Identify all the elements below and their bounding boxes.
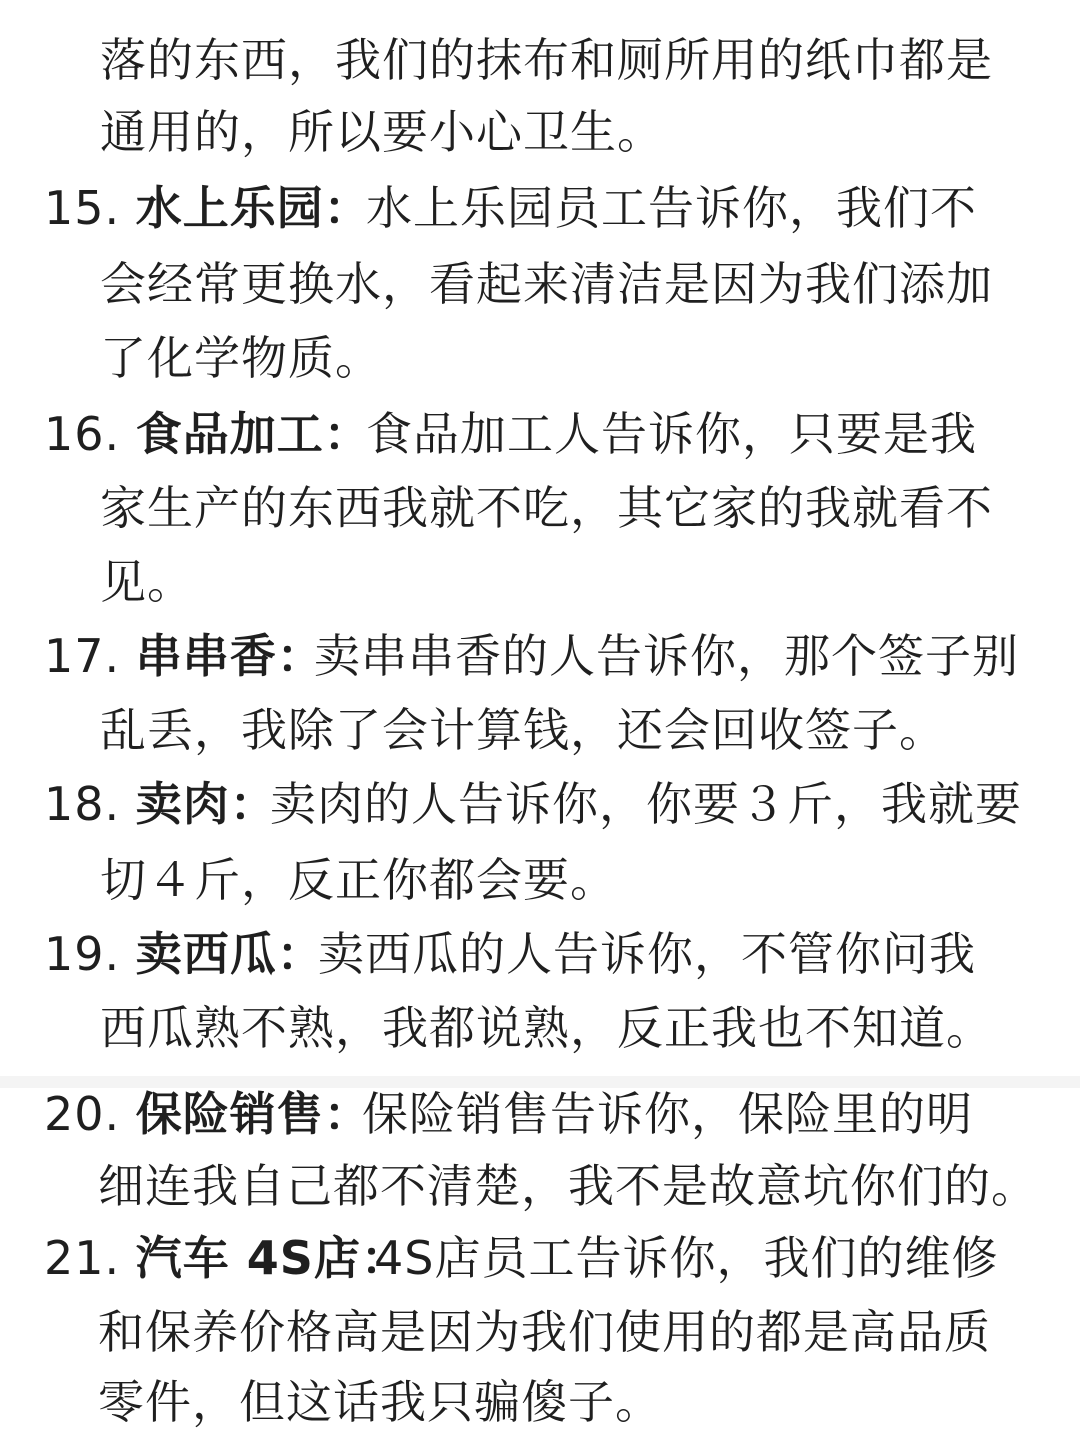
- list-item-19: [0, 918, 1080, 990]
- list-item-15: [0, 172, 1080, 244]
- item-text: 细连我自己都不清楚，我不是故意坑你们的。: [98, 1159, 1038, 1213]
- item-text: 家生产的东西我就不吃，其它家的我就看不: [100, 481, 993, 535]
- intro-line: [0, 24, 1080, 96]
- item-heading: 卖肉：: [135, 777, 277, 831]
- item-text: 切４斤，反正你都会要。: [100, 853, 617, 907]
- list-item-18: [0, 768, 1080, 840]
- item-continuation: [0, 322, 1080, 394]
- item-continuation: [0, 992, 1080, 1064]
- item-heading: 串串香：: [135, 629, 324, 683]
- item-text: 零件，但这话我只骗傻子。: [98, 1375, 662, 1429]
- list-item-21: [0, 1222, 1080, 1294]
- item-text: 和保养价格高是因为我们使用的都是高品质: [98, 1305, 991, 1359]
- item-text: 乱丢，我除了会计算钱，还会回收签子。: [100, 703, 946, 757]
- item-text: 见。: [100, 555, 194, 609]
- item-text: 食品加工人告诉你，只要是我: [366, 407, 977, 461]
- intro-line: [0, 96, 1080, 168]
- item-continuation: [0, 844, 1080, 916]
- intro-text-2: 通用的，所以要小心卫生。: [100, 105, 664, 159]
- item-text: 4S店员工告诉你，我们的维修: [374, 1231, 999, 1285]
- item-continuation: [0, 546, 1080, 618]
- item-number: 19.: [44, 927, 121, 981]
- item-heading: 卖西瓜：: [135, 927, 324, 981]
- item-continuation: [0, 248, 1080, 320]
- item-heading: 食品加工：: [135, 407, 371, 461]
- item-text: 卖串串香的人告诉你，那个签子别: [314, 629, 1019, 683]
- list-item-16: [0, 398, 1080, 470]
- item-number: 20.: [44, 1087, 121, 1141]
- item-text: 会经常更换水，看起来清洁是因为我们添加: [100, 257, 993, 311]
- item-text: 西瓜熟不熟，我都说熟，反正我也不知道。: [100, 1001, 993, 1055]
- item-number: 16.: [44, 407, 121, 461]
- item-text: 水上乐园员工告诉你，我们不: [366, 181, 977, 235]
- item-number: 21.: [44, 1231, 121, 1285]
- item-continuation: [0, 1296, 1080, 1368]
- item-text: 卖西瓜的人告诉你，不管你问我: [318, 927, 976, 981]
- item-text: 了化学物质。: [100, 331, 382, 385]
- item-text: 卖肉的人告诉你，你要３斤，我就要: [270, 777, 1022, 831]
- item-number: 17.: [44, 629, 121, 683]
- item-text: 保险销售告诉你，保险里的明: [362, 1087, 973, 1141]
- item-continuation: [0, 694, 1080, 766]
- list-item-20: [0, 1078, 1080, 1150]
- item-continuation: [0, 1150, 1080, 1222]
- item-continuation: [0, 1366, 1080, 1438]
- intro-text-1: 落的东西，我们的抹布和厕所用的纸巾都是: [100, 33, 993, 87]
- item-heading: 保险销售：: [135, 1087, 371, 1141]
- item-number: 15.: [44, 181, 121, 235]
- item-heading: 汽车 4S店：: [135, 1231, 408, 1285]
- item-number: 18.: [44, 777, 121, 831]
- item-heading: 水上乐园：: [135, 181, 371, 235]
- item-continuation: [0, 472, 1080, 544]
- list-item-17: [0, 620, 1080, 692]
